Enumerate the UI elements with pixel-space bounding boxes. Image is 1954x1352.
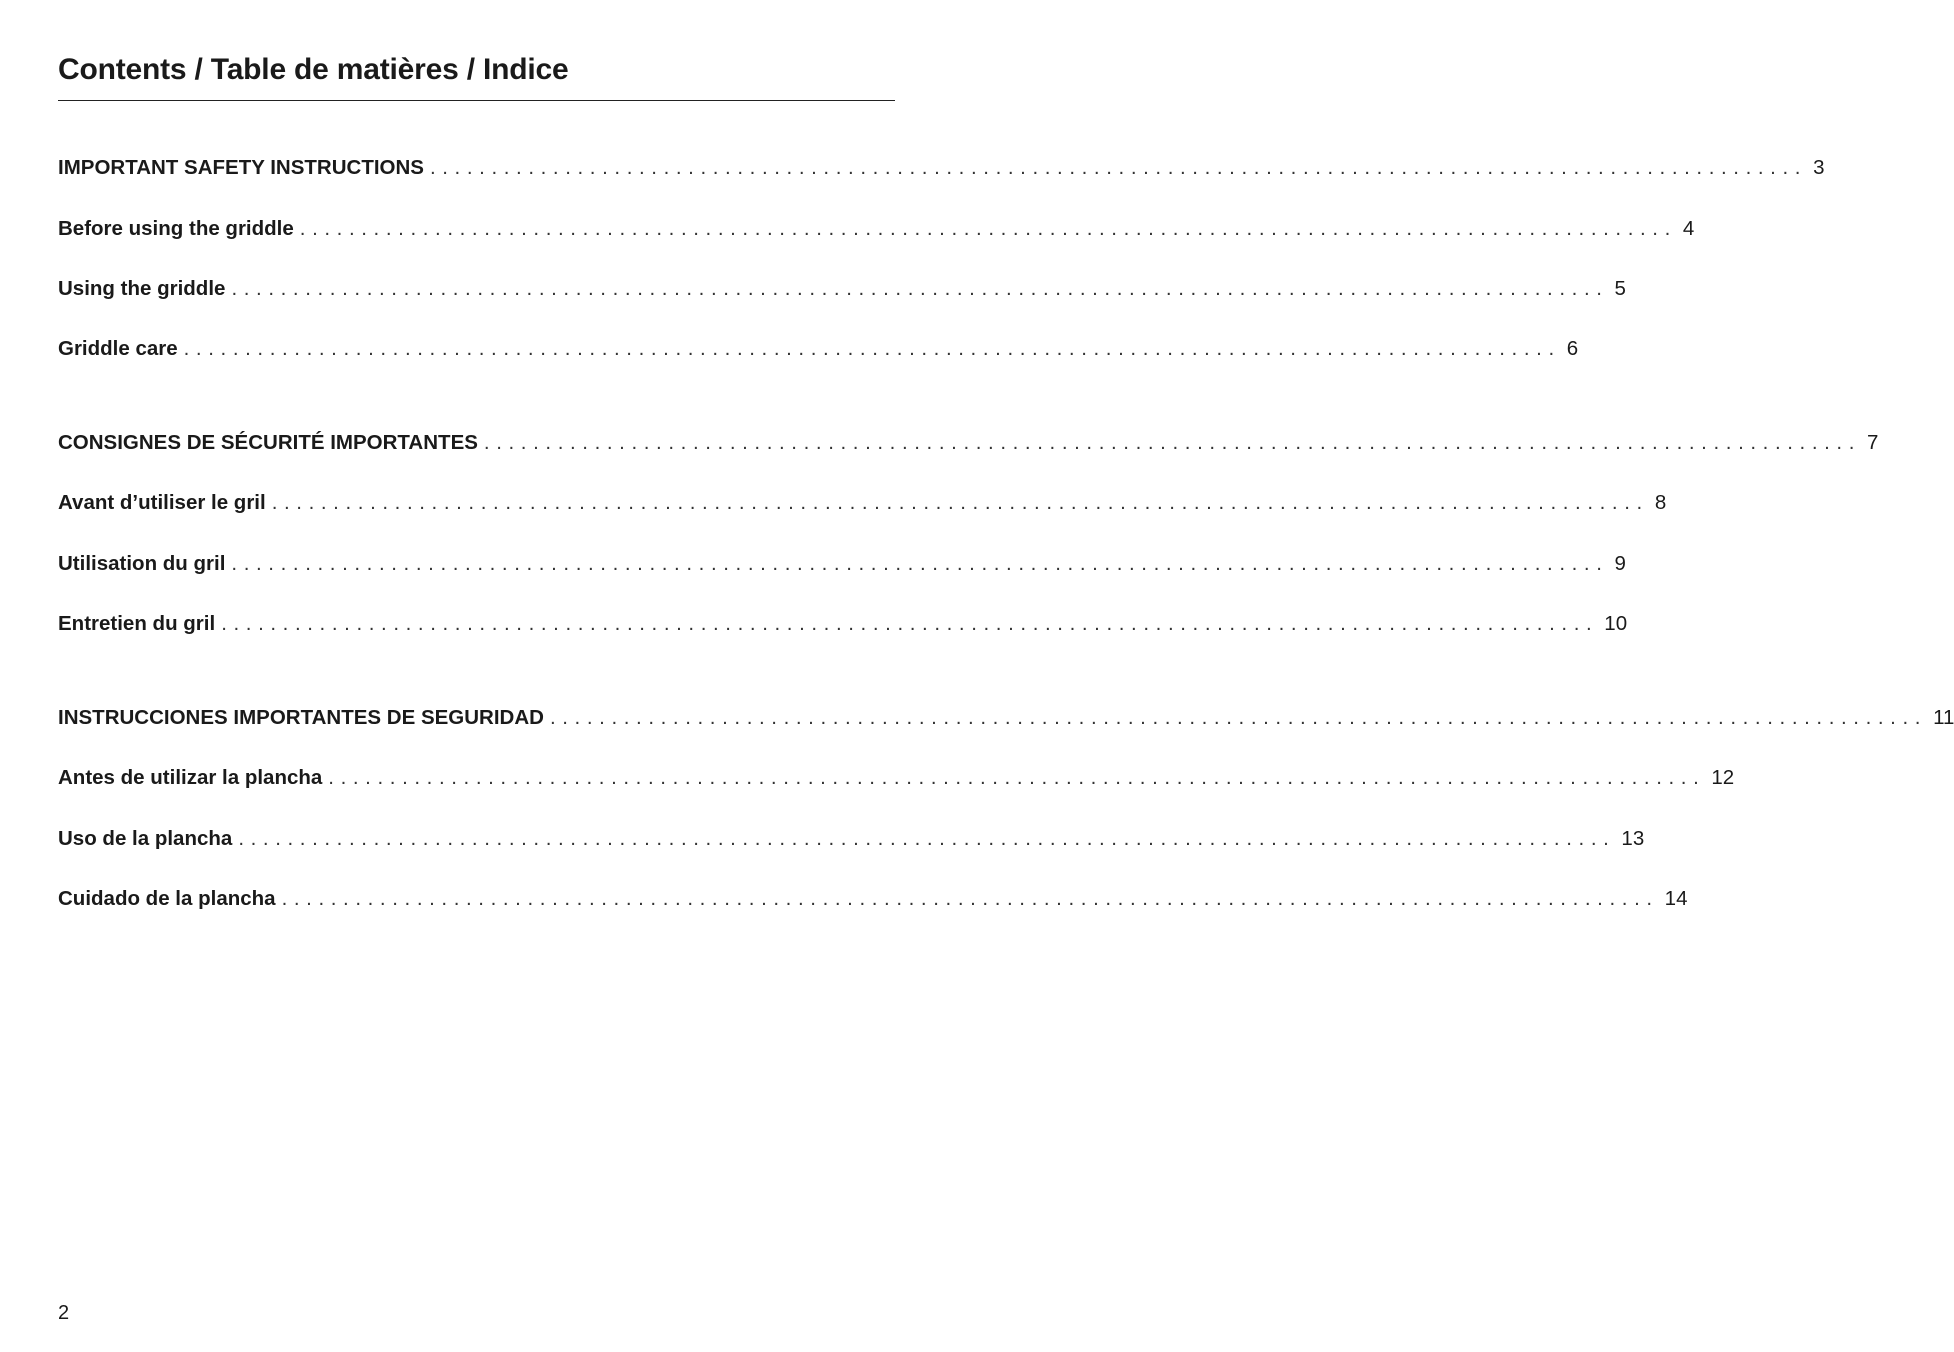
toc-entry-page: 7 [1867,431,1879,454]
toc-entry-label: Utilisation du gril [58,552,226,575]
toc-entry-page: 8 [1654,491,1667,514]
toc-entry-utilisation[interactable] [58,549,1626,579]
toc-entry-safety-instructions[interactable] [58,153,1825,183]
dot-leader: ................................................................................................................ [221,612,1599,635]
dot-leader: ................................................................................................................ [231,277,1609,300]
toc-entry-page: 14 [1664,887,1688,910]
toc-entry-label: Antes de utilizar la plancha [58,766,323,789]
toc-entry-page: 9 [1614,552,1626,575]
toc-entry-page: 4 [1682,217,1695,240]
toc-entry-entretien[interactable] [58,609,1628,639]
toc-entry-care[interactable] [58,334,1579,364]
toc-entry-before-using[interactable] [58,214,1695,244]
toc-entry-label: Entretien du gril [58,612,216,635]
toc-entry-page: 3 [1813,156,1825,179]
toc-entry-consignes-securite[interactable] [58,428,1879,458]
toc-entry-page: 12 [1711,766,1735,789]
toc-entry-label: IMPORTANT SAFETY INSTRUCTIONS [58,156,424,179]
toc-entry-page: 6 [1566,337,1579,360]
toc-entry-label: Griddle care [58,337,178,360]
dot-leader: ................................................................................................................ [271,491,1649,514]
page-title: Contents / Table de matières / Indice [58,53,569,86]
dot-leader: ................................................................................................................ [183,337,1561,360]
toc-entry-label: CONSIGNES DE SÉCURITÉ IMPORTANTES [58,431,478,454]
page-number: 2 [58,1302,70,1324]
toc-entry-page: 10 [1604,612,1628,635]
dot-leader: ................................................................................................................ [483,431,1862,454]
toc-entry-instrucciones-seguridad[interactable] [58,703,1954,733]
toc-entry-label: Avant d’utiliser le gril [58,491,266,514]
toc-entry-using[interactable] [58,274,1626,304]
toc-entry-cuidado[interactable] [58,884,1688,914]
toc-entry-label: Cuidado de la plancha [58,887,276,910]
toc-entry-page: 11 [1933,706,1954,729]
dot-leader: ................................................................................................................ [281,887,1659,910]
dot-leader: ................................................................................................................ [299,217,1677,240]
toc-entry-label: INSTRUCCIONES IMPORTANTES DE SEGURIDAD [58,706,544,729]
toc-entry-label: Uso de la plancha [58,827,233,850]
title-divider [58,100,895,101]
toc-entry-uso[interactable] [58,824,1645,854]
dot-leader: ................................................................................................................ [231,552,1609,575]
dot-leader: ................................................................................................................ [549,706,1928,729]
toc-entry-label: Before using the griddle [58,217,294,240]
dot-leader: ................................................................................................................ [429,156,1808,179]
toc-entry-page: 5 [1614,277,1626,300]
toc-entry-avant-utiliser[interactable] [58,488,1667,518]
dot-leader: ................................................................................................................ [238,827,1616,850]
dot-leader: ................................................................................................................ [328,766,1706,789]
toc-entry-antes-utilizar[interactable] [58,763,1735,793]
toc-entry-label: Using the griddle [58,277,226,300]
toc-entry-page: 13 [1621,827,1645,850]
